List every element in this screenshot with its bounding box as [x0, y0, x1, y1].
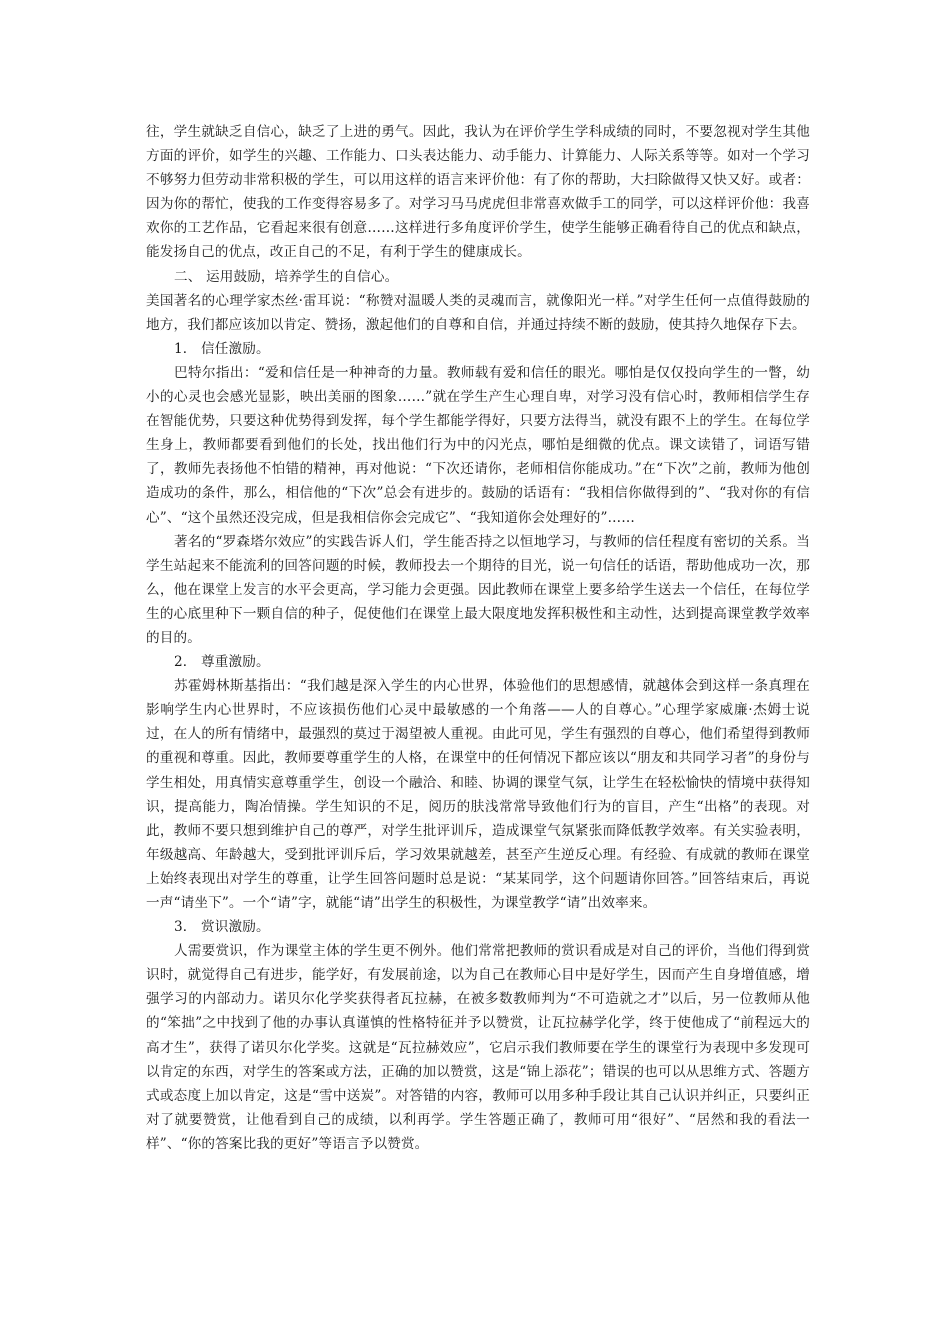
document-page [146, 120, 810, 1156]
subheading-respect: 2． 尊重激励。 [174, 654, 270, 671]
paragraph-respect: 苏霍姆林斯基指出：“我们越是深入学生的内心世界，体验他们的思想感情，就越体会到这样一条真理在影响学生内心世界时，不应该损伤他们心灵中最敏感的一个角落——人的自尊心。”心理学家威廉·杰姆士说过，在人的所有情绪中，最强烈的莫过于渴望被人重视。由此可见，学生有强烈的自尊心，他们希望得到教师的重视和尊重。因此，教师要尊重学生的人格，在课堂中的任何情况下都应该以“朋友和共同学习者”的身份与学生相处，用真情实意尊重学生，创设一个融洽、和睦、协调的课堂气氛，让学生在轻松愉快的情境中获得知识，提高能力，陶冶情操。学生知识的不足，阅历的肤浅常常导致他们行为的盲目，产生“出格”的表现。对此，教师不要只想到维护自己的尊严，对学生批评训斥，造成课堂气氛紧张而降低教学效率。有关实验表明，年级越高、年龄越大，受到批评训斥后，学习效果就越差，甚至产生逆反心理。有经验、有成就的教师在课堂上始终表现出对学生的尊重，让学生回答问题时总是说：“某某同学，这个问题请你回答。”回答结束后，再说一声“请坐下”。一个“请”字，就能“请”出学生的积极性，为课堂教学“请”出效率来。 [146, 678, 810, 911]
paragraph-trust-2: 著名的“罗森塔尔效应”的实践告诉人们，学生能否持之以恒地学习，与教师的信任程度有密切的关系。当学生站起来不能流利的回答问题的时候，教师投去一个期待的目光，说一句信任的话语，帮助他成功一次，那么，他在课堂上发言的水平会更高，学习能力会更强。因此教师在课堂上要多给学生送去一个信任，在每位学生的心底里种下一颗自信的种子，促使他们在课堂上最大限度地发挥积极性和主动性，达到提高课堂教学效率的目的。 [146, 533, 810, 646]
paragraph-quote-praise: 美国著名的心理学家杰丝·雷耳说：“称赞对温暖人类的灵魂而言，就像阳光一样。”对学生任何一点值得鼓励的地方，我们都应该加以肯定、赞扬，激起他们的自尊和自信，并通过持续不断的鼓励，使其持久地保存下去。 [146, 292, 810, 333]
paragraph-trust-1: 巴特尔指出：“爱和信任是一种神奇的力量。教师载有爱和信任的眼光。哪怕是仅仅投向学生的一瞥，幼小的心灵也会感光显影，映出美丽的图象……”就在学生产生心理自卑，对学习没有信心时，教师相信学生存在智能优势，只要这种优势得到发挥，每个学生都能学得好，只要方法得当，就没有跟不上的学生。在每位学生身上，教师都要看到他们的长处，找出他们行为中的闪光点，哪怕是细微的优点。课文读错了，词语写错了，教师先表扬他不怕错的精神，再对他说：“下次还请你，老师相信你能成功。”在“下次”之前，教师为他创造成功的条件，那么，相信他的“下次”总会有进步的。鼓励的话语有：“我相信你做得到的”、“我对你的有信心”、“这个虽然还没完成，但是我相信你会完成它”、“我知道你会处理好的”…… [146, 364, 810, 526]
section-heading-encouragement: 二、 运用鼓励，培养学生的自信心。 [174, 268, 399, 285]
paragraph-appreciation: 人需要赏识，作为课堂主体的学生更不例外。他们常常把教师的赏识看成是对自己的评价，当他们得到赏识时，就觉得自己有进步，能学好，有发展前途，以为自己在教师心目中是好学生，因而产生自身增值感，增强学习的内部动力。诺贝尔化学奖获得者瓦拉赫，在被多数教师判为“不可造就之才”以后，另一位教师从他的“笨拙”之中找到了他的办事认真谨慎的性格特征并予以赞赏，让瓦拉赫学化学，终于使他成了“前程远大的高才生”，获得了诺贝尔化学奖。这就是“瓦拉赫效应”，它启示我们教师要在学生的课堂行为表现中多发现可以肯定的东西，对学生的答案或方法，正确的加以赞赏，这是“锦上添花”；错误的也可以从思维方式、答题方式或态度上加以肯定，这是“雪中送炭”。对答错的内容，教师可以用多种手段让其自己认识并纠正，只要纠正对了就要赞赏，让他看到自己的成绩，以利再学。学生答题正确了，教师可用“很好”、“居然和我的看法一样”、“你的答案比我的更好”等语言予以赞赏。 [146, 943, 810, 1152]
paragraph-evaluation-continued: 往，学生就缺乏自信心，缺乏了上进的勇气。因此，我认为在评价学生学科成绩的同时，不要忽视对学生其他方面的评价，如学生的兴趣、工作能力、口头表达能力、动手能力、计算能力、人际关系等等。如对一个学习不够努力但劳动非常积极的学生，可以用这样的语言来评价他：有了你的帮助，大扫除做得又快又好。或者：因为你的帮忙，使我的工作变得容易多了。对学习马马虎虎但非常喜欢做手工的同学，可以这样评价他：我喜欢你的工艺作品，它看起来很有创意……这样进行多角度评价学生，使学生能够正确看待自己的优点和缺点，能发扬自己的优点，改正自己的不足，有利于学生的健康成长。 [146, 124, 810, 261]
subheading-appreciation: 3． 赏识激励。 [174, 919, 270, 936]
subheading-trust: 1． 信任激励。 [174, 340, 270, 357]
